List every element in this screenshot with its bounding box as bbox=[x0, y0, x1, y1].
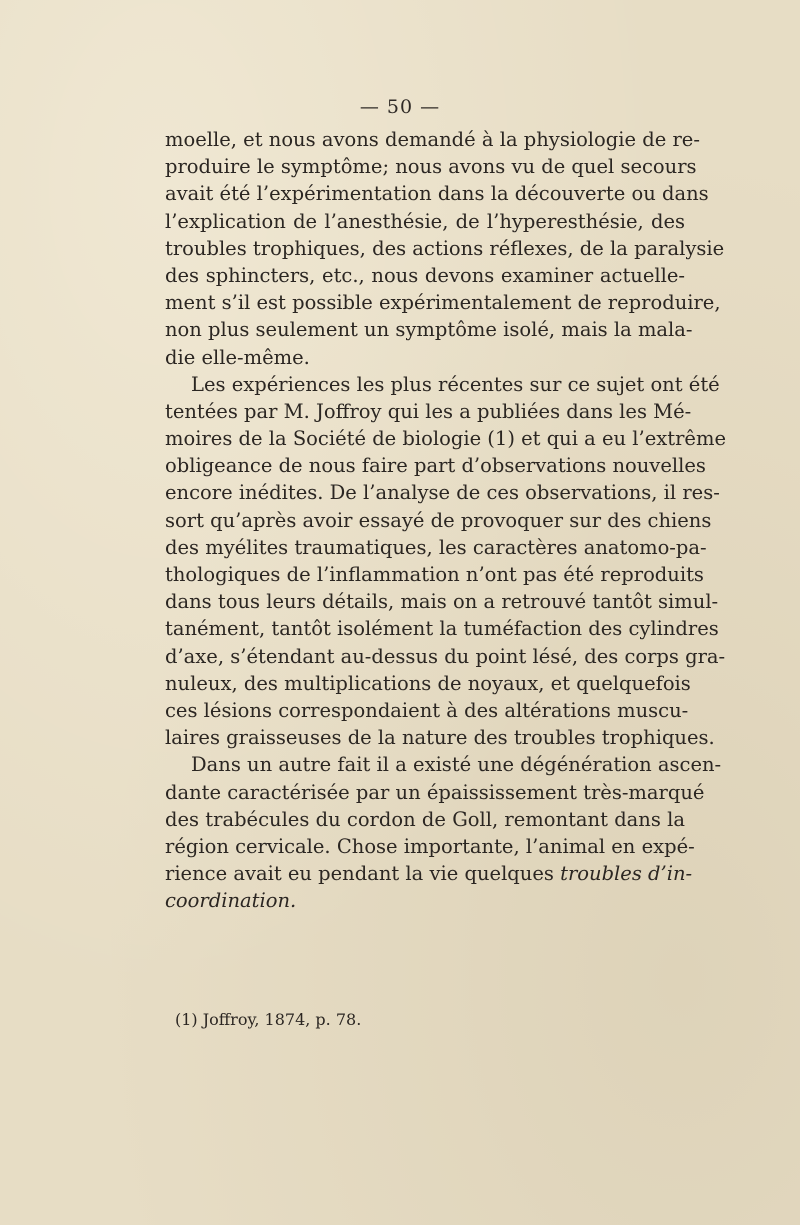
text-line: troubles trophiques, des actions réflexes, de la paralysie bbox=[165, 236, 725, 260]
text-line: Les expériences les plus récentes sur ce sujet ont été bbox=[191, 372, 720, 396]
text-line: thologiques de l’inflammation n’ont pas été reproduits bbox=[165, 563, 704, 586]
text-line: des myélites traumatiques, les caractères anatomo-pa- bbox=[165, 535, 707, 559]
text-line: non plus seulement un symptôme isolé, mais la mala- bbox=[165, 318, 693, 342]
text-line: encore inédites. De l’analyse de ces observations, il res- bbox=[165, 481, 720, 505]
text-line: région cervicale. Chose importante, l’animal en expé- bbox=[165, 834, 695, 858]
text-line-roman: rience avait eu pendant la vie quelques bbox=[165, 862, 554, 886]
text-line: des trabécules du cordon de Goll, remontant dans la bbox=[165, 807, 685, 831]
text-line-mixed bbox=[165, 860, 693, 887]
text-line: avait été l’expérimentation dans la découverte ou dans bbox=[165, 182, 709, 206]
text-line: moires de la Société de biologie (1) et qui a eu l’extrême bbox=[165, 427, 726, 451]
text-line: ment s’il est possible expérimentalement de reproduire, bbox=[165, 291, 721, 315]
text-line: dans tous leurs détails, mais on a retrouvé tantôt simul- bbox=[165, 590, 719, 614]
page-number: — 50 — bbox=[359, 96, 441, 118]
text-line: laires graisseuses de la nature des troubles trophiques. bbox=[165, 726, 715, 750]
text-line: l’explication de l’anesthésie, de l’hyperesthésie, des bbox=[165, 209, 685, 233]
text-line: d’axe, s’étendant au-dessus du point lésé, des corps gra- bbox=[165, 644, 726, 668]
text-line: dante caractérisée par un épaississement très-marqué bbox=[165, 780, 705, 804]
text-line: die elle-même. bbox=[165, 345, 310, 369]
text-line: produire le symptôme; nous avons vu de quel secours bbox=[165, 155, 697, 179]
text-line: tanément, tantôt isolément la tuméfaction des cylindres bbox=[165, 617, 719, 641]
text-line: nuleux, des multiplications de noyaux, et quelquefois bbox=[165, 671, 691, 695]
text-line: ces lésions correspondaient à des altérations muscu- bbox=[165, 698, 689, 722]
text-line: obligeance de nous faire part d’observations nouvelles bbox=[165, 454, 706, 478]
italic-phrase: troubles d’in- bbox=[560, 862, 693, 886]
text-line: Dans un autre fait il a existé une dégénération ascen- bbox=[191, 753, 722, 777]
text-line: moelle, et nous avons demandé à la physiologie de re- bbox=[165, 128, 700, 151]
body-text bbox=[165, 126, 726, 914]
text-line: sort qu’après avoir essayé de provoquer sur des chiens bbox=[165, 508, 712, 532]
footnote: (1) Joffroy, 1874, p. 78. bbox=[175, 1010, 362, 1029]
italic-line: coordination. bbox=[165, 889, 297, 913]
text-line: des sphincters, etc., nous devons examiner actuelle- bbox=[165, 263, 685, 287]
text-line: tentées par M. Joffroy qui les a publiées dans les Mé- bbox=[165, 399, 692, 423]
